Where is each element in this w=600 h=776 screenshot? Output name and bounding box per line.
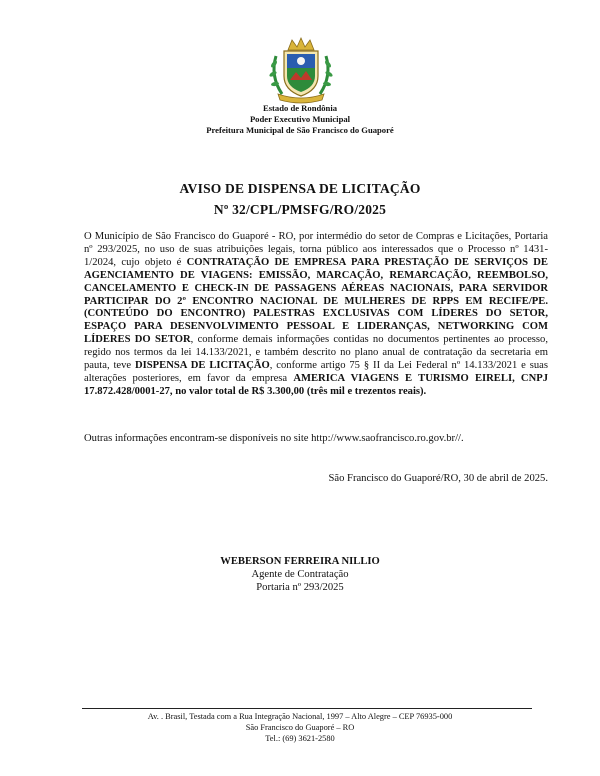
document-number: Nº 32/CPL/PMSFG/RO/2025 [213, 202, 387, 217]
body-text-2: , conforme demais informações contidas no documentos pertinentes ao processo, regido nos termos da lei 14.133/2021, e também descrito no plano anual de contratação da secretaria em pauta, teve [84, 334, 548, 372]
municipal-coat-of-arms-icon [268, 36, 334, 104]
body-company: AMERICA VIAGENS E TURISMO EIRELI, CNPJ 17.872.428/0001-27, no valor total de R$ 3.300,00 (três mil e trezentos reais). [84, 372, 548, 397]
body-text-3: , conforme artigo 75 § II da Lei Federal nº 14.133/2021 e suas alterações posteriores, em favor da empresa [84, 360, 548, 384]
footer-city: São Francisco do Guaporé – RO [245, 723, 355, 732]
header-prefecture: Prefeitura Municipal de São Francisco do Guaporé [206, 125, 394, 135]
place-date: São Francisco do Guaporé/RO, 30 de abril de 2025. [328, 473, 548, 484]
body-object: CONTRATAÇÃO DE EMPRESA PARA PRESTAÇÃO DE SERVIÇOS DE AGENCIAMENTO DE VIAGENS: EMISSÃO, MARCAÇÃO, REMARCAÇÃO, REEMBOLSO, CANCELAMENTO E CHECK-IN DE PASSAGENS AÉREAS NACIONAIS, PARA SERVIDOR PARTICIPAR DO 2º ENCONTRO NACIONAL DE MULHERES DE RPPS EM RECIFE/PE. (CONTEÚDO DO ENCONTRO) PALESTRAS EXCLUSIVAS COM LÍDERES DO SETOR, ESPAÇO PARA DESENVOLVIMENTO PESSOAL E LIDERANÇAS, NETWORKING COM LÍDERES DO SETOR [84, 256, 549, 346]
signature-block [190, 555, 410, 594]
footer-address [0, 711, 600, 744]
signer-portaria: Portaria nº 293/2025 [256, 582, 344, 593]
header-executive: Poder Executivo Municipal [249, 114, 351, 124]
body-text-1: O Município de São Francisco do Guaporé - RO, por intermédio do setor de Compras e Licitações, Portaria nº 293/2025, no uso de suas atribuições legais, torna público aos interessados que o Processo nº 1431-1/2024, cujo objeto é [84, 231, 548, 268]
notice-body [84, 231, 548, 399]
document-title: AVISO DE DISPENSA DE LICITAÇÃO [179, 181, 421, 196]
footer-divider [82, 708, 532, 709]
footer-phone: Tel.: (69) 3621-2580 [265, 734, 335, 743]
footer-street: Av. . Brasil, Testada com a Rua Integração Nacional, 1997 – Alto Alegre – CEP 76935-000 [147, 712, 453, 721]
header-state: Estado de Rondônia [262, 103, 338, 113]
signer-name: WEBERSON FERREIRA NILLIO [220, 556, 380, 567]
signer-role: Agente de Contratação [251, 569, 349, 580]
body-dispensa: DISPENSA DE LICITAÇÃO [135, 360, 270, 372]
institution-header [0, 103, 600, 136]
more-info-text: Outras informações encontram-se disponíveis no site http://www.saofrancisco.ro.gov.br//. [84, 433, 464, 444]
